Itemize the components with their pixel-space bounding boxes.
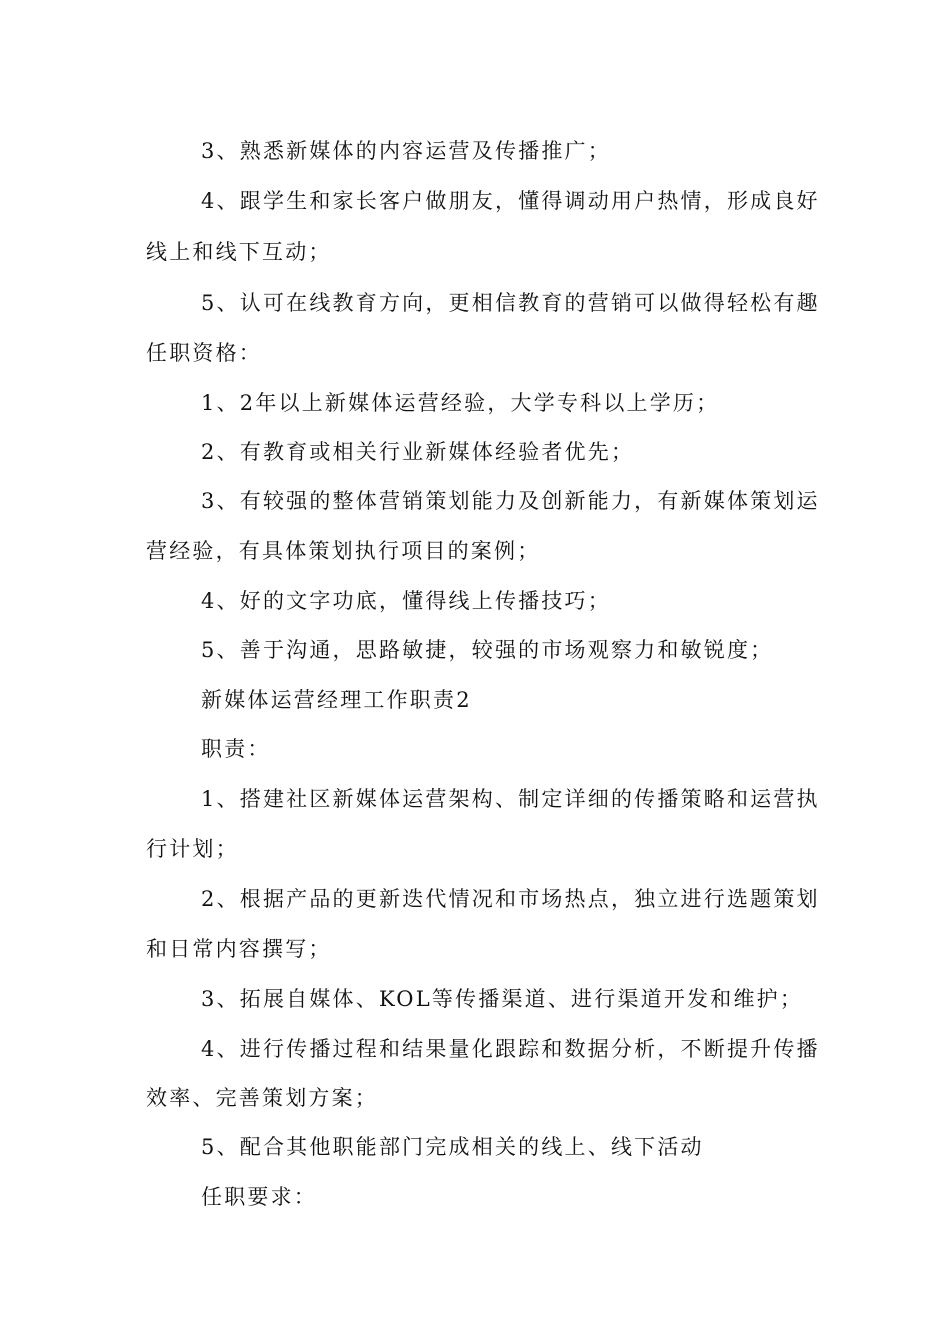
- paragraph-line: 效率、完善策划方案；: [146, 1086, 378, 1110]
- paragraph-line: 3、有较强的整体营销策划能力及创新能力，有新媒体策划运: [201, 489, 820, 513]
- paragraph-line: 3、熟悉新媒体的内容运营及传播推广；: [201, 139, 611, 163]
- section-heading: 任职资格：: [146, 341, 262, 365]
- paragraph-line: 4、进行传播过程和结果量化跟踪和数据分析，不断提升传播: [201, 1037, 820, 1061]
- paragraph-line: 2、根据产品的更新迭代情况和市场热点，独立进行选题策划: [201, 887, 820, 911]
- paragraph-line: 行计划；: [146, 837, 239, 861]
- paragraph-line: 和日常内容撰写；: [146, 937, 332, 961]
- section-heading: 任职要求：: [201, 1185, 317, 1209]
- paragraph-line: 2、有教育或相关行业新媒体经验者优先；: [201, 440, 635, 464]
- section-heading: 职责：: [201, 737, 271, 761]
- paragraph-line: 4、好的文字功底，懂得线上传播技巧；: [201, 589, 611, 613]
- paragraph-line: 5、善于沟通，思路敏捷，较强的市场观察力和敏锐度；: [201, 638, 774, 662]
- paragraph-line: 1、搭建社区新媒体运营架构、制定详细的传播策略和运营执: [201, 787, 820, 811]
- paragraph-line: 1、2年以上新媒体运营经验，大学专科以上学历；: [201, 391, 720, 415]
- paragraph-line: 4、跟学生和家长客户做朋友，懂得调动用户热情，形成良好: [201, 189, 820, 213]
- paragraph-line: 3、拓展自媒体、KOL等传播渠道、进行渠道开发和维护；: [201, 987, 804, 1011]
- section-title: 新媒体运营经理工作职责2: [201, 688, 472, 712]
- paragraph-line: 5、配合其他职能部门完成相关的线上、线下活动: [201, 1135, 704, 1159]
- paragraph-line: 5、认可在线教育方向，更相信教育的营销可以做得轻松有趣: [201, 291, 820, 315]
- paragraph-line: 线上和线下互动；: [146, 240, 332, 264]
- paragraph-line: 营经验，有具体策划执行项目的案例；: [146, 539, 541, 563]
